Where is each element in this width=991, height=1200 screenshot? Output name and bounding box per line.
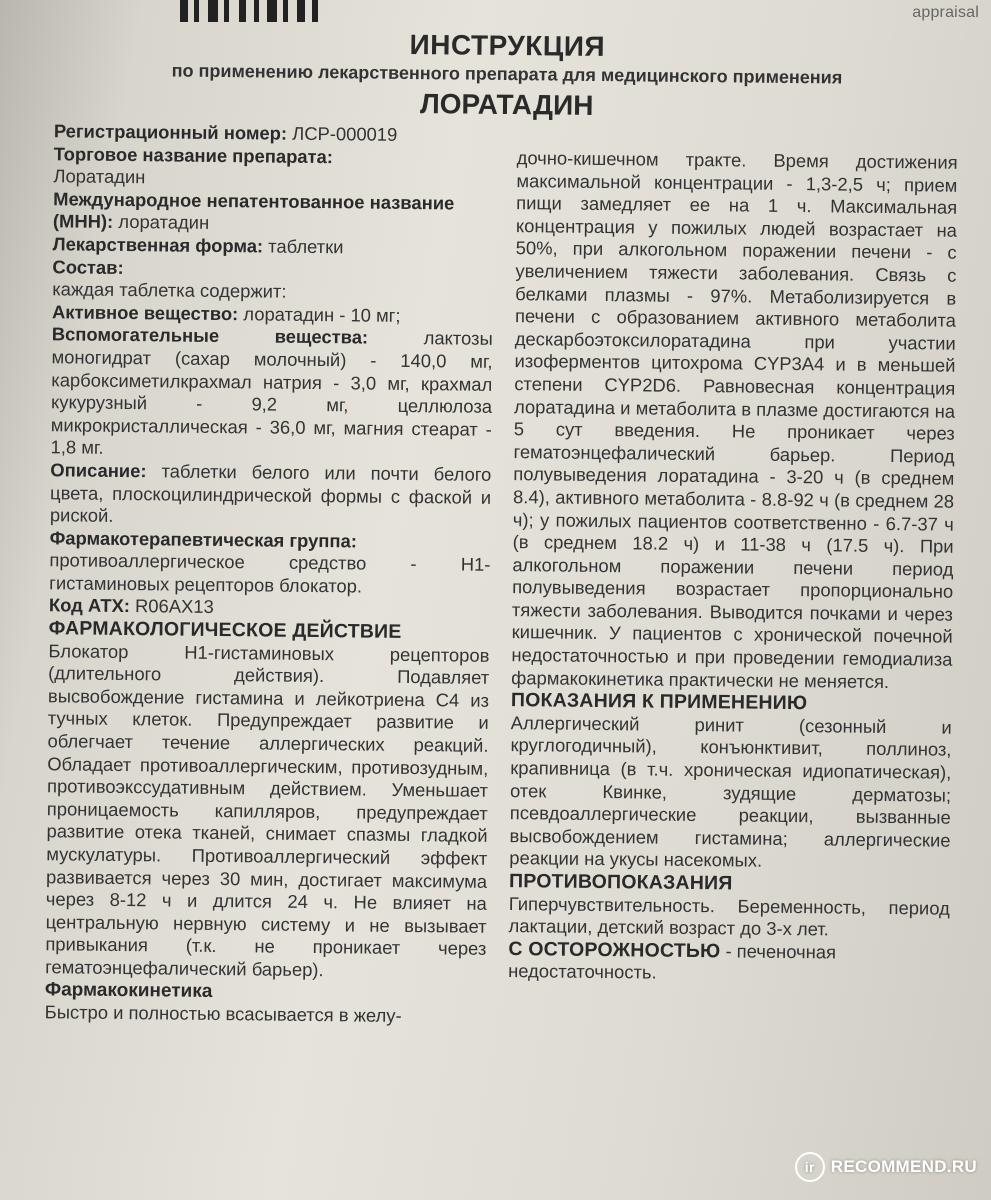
- pharm-action-text: Блокатор Н1-гистаминовых рецепторов (длительного действия). Подавляет высвобождение гистамина и лейкотриена С4 из тучных клеток. Предупреждает развитие и облегчает течение аллергических реакций. Обладает противоаллергическим, противозудным, противоэкссудативным действием. Уменьшает проницаемость капилляров, предупреждает развитие отека тканей, снимает спазмы гладкой мускулатуры. Противоаллергический эффект развивается через 30 мин, достигает максимума через 8-12 ч и длится 24 ч. Не влияет на центральную нервную систему и не вызывает привыкания (т.к. не проникает через гематоэнцефалический барьер).: [45, 639, 490, 981]
- atc-label: Код АТХ:: [48, 594, 131, 617]
- watermark-appraisal: appraisal: [912, 4, 979, 21]
- pharmacokinetics-continued: дочно-кишечном тракте. Время достижения максимальной концентрации - 1,3-2,5 ч; прием пищи замедляет ее на 1 ч. Максимальная концентрация у пожилых людей возрастает на 50%, при алкогольном поражении печени - с увеличением тяжести заболевания. Связь с белками плазмы - 97%. Метаболизируется в печени с образованием активного метаболита дескарбоэтоксилоратадина при участии изоферментов цитохрома CYP3A4 и в меньшей степени CYP2D6. Равновесная концентрация лоратадина и метаболита в плазме достигаются на 5 сут введения. Не проникает через гематоэнцефалический барьер. Период полувыведения лоратадина - 3-20 ч (в среднем 8.4), активного метаболита - 8.8-92 ч (в среднем 28 ч); у пожилых пациентов соответственно - 6.7-37 ч (в среднем 18.2 ч) и 11-38 ч (17.5 ч). При алкогольном поражении печени период полувыведения возрастает пропорционально тяжести заболевания. Выводится почками и через кишечник. У пациентов с хронической почечной недостаточностью и при проведении гемодиализа фармакокинетика практически не меняется.: [511, 147, 958, 692]
- active-substance-value: лоратадин - 10 мг;: [238, 302, 401, 326]
- instruction-leaflet: [45, 25, 960, 1033]
- pharmacokinetics-header: Фармакокинетика: [44, 978, 213, 1002]
- contraindications-header: ПРОТИВОПОКАЗАНИЯ: [508, 870, 733, 895]
- inn: [53, 188, 494, 238]
- inn-value: лоратадин: [113, 211, 210, 234]
- composition-intro: каждая таблетка содержит:: [52, 278, 287, 302]
- left-column: [45, 120, 495, 1028]
- drug-name: ЛОРАТАДИН: [419, 88, 594, 121]
- pharmacokinetics-text: Быстро и полностью всасывается в желу-: [44, 1001, 402, 1027]
- registration-value: ЛСР-000019: [286, 122, 398, 145]
- description-value: таблетки белого или почти белого цвета, плоскоцилиндрической формы с фаской и риской.: [49, 460, 492, 526]
- excipients: [50, 324, 492, 464]
- document-title: ИНСТРУКЦИЯ: [409, 28, 606, 63]
- indications-header: ПОКАЗАНИЯ К ПРИМЕНЕНИЮ: [510, 689, 808, 715]
- dosage-form-value: таблетки: [263, 235, 344, 258]
- pharm-group-label: Фармакотерапевтическая группа:: [49, 526, 358, 552]
- caution-text: - печеночная недостаточность.: [508, 940, 837, 983]
- trade-name-label: Торговое название препарата:: [53, 142, 334, 167]
- barcode: [180, 0, 350, 22]
- description-label: Описание:: [50, 459, 147, 482]
- excipients-label: Вспомогательные вещества:: [51, 323, 369, 348]
- excipients-value: лактозы моногидрат (сахар молочный) - 140,0 мг, карбоксиметилкрахмал натрия - 3,0 мг, крахмал кукурузный - 9,2 мг, целлюлоза микрокристаллическая - 36,0 мг, магния стеарат - 1,8 мг.: [50, 326, 493, 459]
- trade-name-value: Лоратадин: [53, 165, 146, 188]
- text-columns: [45, 120, 959, 1033]
- active-substance-label: Активное вещество:: [51, 300, 239, 324]
- description: [50, 459, 492, 531]
- caution: [508, 938, 949, 988]
- contraindications-text: Гиперчувствительность. Беременность, период лактации, детский возраст до 3-х лет.: [508, 892, 950, 940]
- registration-label: Регистрационный номер:: [53, 120, 288, 144]
- indications-text: Аллергический ринит (сезонный и круглогодичный), конъюнктивит, поллиноз, крапивница (в т.ч. хроническая идиопатическая), отек Квинке, зудящие дерматозы; псевдоаллергические реакции, вызванные высвобождением гистамина; аллергические реакции на укусы насекомых.: [509, 711, 952, 872]
- document-subtitle: по применению лекарственного препарата для медицинского применения: [171, 60, 843, 88]
- pharm-action-header: ФАРМАКОЛОГИЧЕСКОЕ ДЕЙСТВИЕ: [48, 617, 402, 643]
- atc-value: R06AX13: [129, 595, 214, 618]
- pharm-group-value: противоаллергическое средство - Н1-гистаминовых рецепторов блокатор.: [49, 549, 491, 597]
- dosage-form-label: Лекарственная форма:: [52, 233, 264, 257]
- right-column: [508, 125, 958, 1033]
- caution-header: С ОСТОРОЖНОСТЬЮ: [508, 937, 721, 963]
- composition-label: Состав:: [52, 255, 124, 278]
- recommend-logo-text: RECOMMEND.RU: [830, 1157, 977, 1176]
- inn-label: Международное непатентованное название (МНН):: [52, 188, 455, 233]
- recommend-watermark: [795, 1152, 977, 1182]
- recommend-logo-icon: ir: [795, 1152, 825, 1182]
